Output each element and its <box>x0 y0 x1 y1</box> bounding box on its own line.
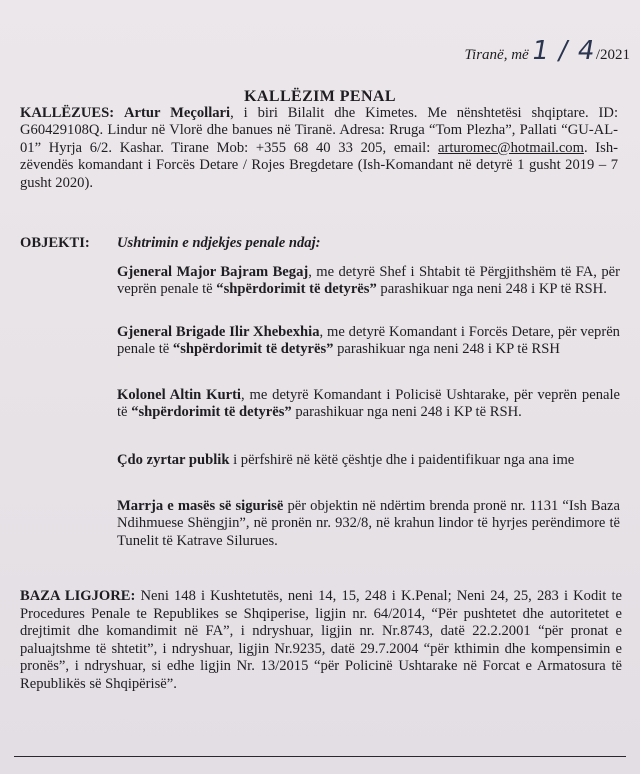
baza-ligjore-section <box>20 588 622 694</box>
date-suffix: /2021 <box>595 47 630 63</box>
bottom-divider <box>14 756 626 757</box>
item-offense: “shpërdorimit të detyrës” <box>172 341 334 358</box>
item-subject: Kolonel Altin Kurti <box>117 387 241 403</box>
item-text-2: parashikuar nga neni 248 i KP të RSH. <box>376 281 607 298</box>
objekti-label: OBJEKTI: <box>20 235 90 251</box>
item-text-2: parashikuar nga neni 248 i KP të RSH. <box>291 404 522 421</box>
kallezues-label: KALLËZUES: <box>20 105 115 121</box>
objekti-item <box>117 264 620 299</box>
date-handwritten: 1 / 4 <box>529 36 599 66</box>
objekti-item <box>117 387 620 422</box>
objekti-item <box>117 324 620 359</box>
item-text: , me detyrë Shef i Shtabit të Përgjithshëm të FA, për veprën penale të <box>117 264 620 298</box>
item-text: për objektin në ndërtim brenda pronë nr. 1131 “Ish Baza Ndihmuese Shëngjin”, në pronën nr. 932/8, në krahun lindor të hyrjes perëndimore të Tunelit të Katrave Silurues. <box>117 498 621 549</box>
objekti-item <box>117 498 620 550</box>
item-offense: “shpërdorimit të detyrës” <box>216 281 377 298</box>
date-line <box>465 36 630 66</box>
baza-text: Neni 148 i Kushtetutës, neni 14, 15, 248 i K.Penal; Neni 24, 25, 283 i Kodit te Procedures Penale te Republikes se Shqiperise, ligjin nr. 64/2014, “Për pushtetet dhe autoritetet e drejtimit dhe komandimit në FA”, i ndryshuar, ligjin nr. Nr.8743, datë 22.2.2001 “për pronat e paluajtshme të shtetit”, i ndryshuar, ligjin Nr.9235, datë 29.7.2004 “për kthimin dhe kompensimin e pronës”, i ndryshuar, si edhe ligjin Nr. 13/2015 “për Policinë Ushtarake në Forcat e Armatosura të Republikës së Shqipërisë”. <box>20 588 623 692</box>
item-text: , me detyrë Komandant i Forcës Detare, për veprën penale të <box>117 324 620 358</box>
item-text-2: parashikuar nga neni 248 i KP të RSH <box>333 341 560 358</box>
item-subject: Gjeneral Brigade Ilir Xhebexhia <box>117 324 320 340</box>
document-title: KALLËZIM PENAL <box>244 88 396 105</box>
kallezues-details-2: . Ish-zëvendës komandant i Forcës Detare / Rojes Bregdetare (Ish-Komandant në detyrë 1 gusht 2019 – 7 gusht 2020). <box>20 139 618 191</box>
baza-label: BAZA LIGJORE: <box>20 588 136 604</box>
item-text: , me detyrë Komandant i Policisë Ushtarake, për veprën penale të <box>117 387 621 421</box>
kallezues-section <box>20 105 618 192</box>
item-subject: Marrja e masës së sigurisë <box>117 498 284 514</box>
kallezues-email: arturomec@hotmail.com <box>438 139 584 156</box>
item-subject: Gjeneral Major Bajram Begaj <box>117 264 309 280</box>
objekti-item <box>117 452 620 469</box>
kallezues-details: , i biri Bilalit dhe Kimetes. Me nënshtetësi shqiptare. ID: G60429108Q. Lindur në Vlorë dhe banues në Tiranë. Adresa: Rruga “Tom Plezha”, Pallati “GU-AL-01” Hyrja 6/2. Kashar. Tirane Mob: +355 68 40 33 205, email: <box>20 105 618 156</box>
item-text: i përfshirë në këtë çështje dhe i paidentifikuar nga ana ime <box>229 452 575 468</box>
date-prefix: Tiranë, më <box>464 47 529 63</box>
item-offense: “shpërdorimit të detyrës” <box>131 404 292 421</box>
item-subject: Çdo zyrtar publik <box>117 452 230 468</box>
kallezues-name: Artur Meçollari <box>124 105 231 121</box>
objekti-intro: Ushtrimin e ndjekjes penale ndaj: <box>117 235 321 251</box>
